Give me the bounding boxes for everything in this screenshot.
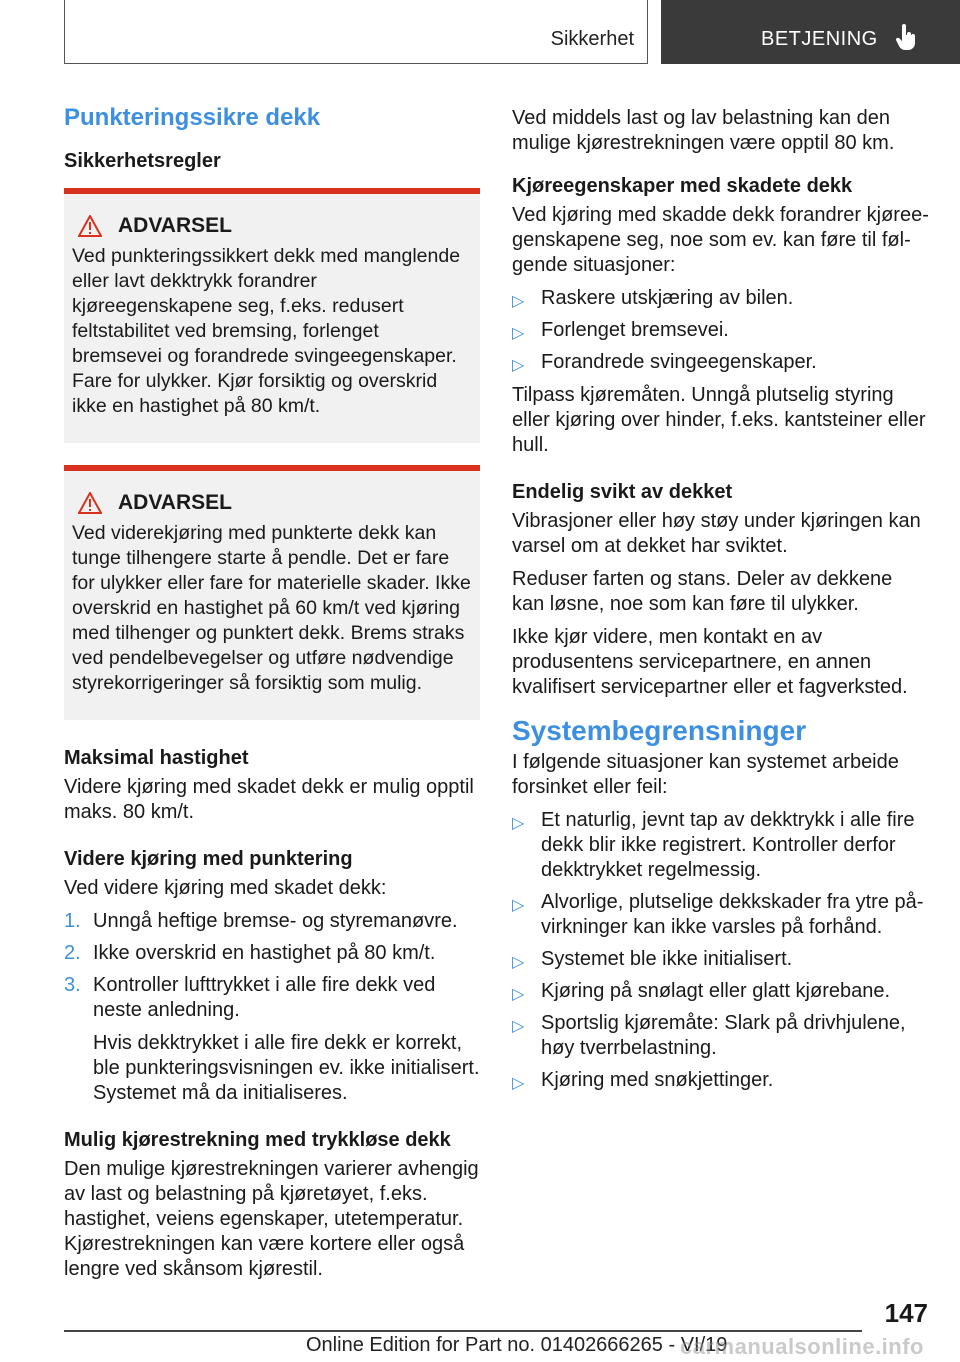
damaged-tyre-list	[512, 286, 930, 375]
tyre-failure-text: Reduser farten og stans. Deler av dekkene kan løsne, noe som kan føre til ulykker.	[512, 568, 893, 615]
damaged-tyre-heading: Kjøreegenskaper med skadete dekk	[512, 175, 853, 197]
triangle-bullet-icon: ▷	[512, 293, 525, 310]
list-item: ▷ Systemet ble ikke initialisert.	[512, 947, 930, 972]
max-speed-text: Videre kjøring med skadet dekk er mulig opptil maks. 80 km/t.	[64, 775, 474, 823]
system-limits-intro: I følgende situasjoner kan systemet arbeide forsinket eller feil:	[512, 750, 899, 798]
continue-driving-heading: Videre kjøring med punktering	[64, 847, 353, 870]
warning-title	[72, 214, 472, 238]
triangle-bullet-icon: ▷	[512, 357, 525, 374]
tyre-failure-text: Vibrasjoner eller høy støy under kjøringen kan varsel om at dekket har sviktet.	[512, 510, 921, 557]
warning-text: Ved punkteringssikkert dekk med manglende eller lavt dekktrykk forandrer kjøreegenskapene seg, f.eks. redusert feltstabilitet ved bremsing, forlenget bremsevei og forandrede svingeegenskaper. Fare for ulykker. Kjør forsiktig og overskrid ikke en hastighet på 80 km/t.	[72, 244, 461, 417]
warning-box-2	[64, 465, 480, 720]
list-item: ▷ Forlenget bremsevei.	[512, 318, 930, 343]
warning-box-1	[64, 188, 480, 443]
list-item: ▷ Forandrede svingeegenskaper.	[512, 350, 930, 375]
header-section-label: Sikkerhet	[550, 28, 634, 50]
warning-title	[72, 491, 472, 515]
page-number: 147	[884, 1298, 928, 1328]
step3-note: Hvis dekktrykket i alle fire dekk er korrekt, ble punkteringsvisningen ev. ikke initialisert. Systemet må da initialiseres.	[93, 1031, 480, 1104]
footer-edition: Online Edition for Part no. 01402666265 - VI/19	[306, 1334, 728, 1356]
list-item: ▷ Alvorlige, plutselige dekkskader fra ytre påvirkninger kan ikke varsles på forhånd.	[512, 890, 924, 938]
damaged-tyre-advice: Tilpass kjøremåten. Unngå plutselig styring eller kjøring over hinder, f.eks. kantsteiner eller hull.	[512, 384, 926, 456]
tyre-failure-heading: Endelig svikt av dekket	[512, 481, 733, 503]
header-chapter-tab	[661, 0, 960, 64]
pointing-hand-icon	[895, 24, 917, 57]
max-speed-heading: Maksimal hastighet	[64, 746, 249, 769]
triangle-bullet-icon: ▷	[512, 1074, 525, 1092]
list-item: ▷ Kjøring på snølagt eller glatt kjørebane.	[512, 979, 930, 1004]
system-limits-list	[512, 808, 930, 1093]
list-item: ▷ Et naturlig, jevnt tap av dekktrykk i alle fire dekk blir ikke registrert. Kontroller derfor dekktrykket regelmessig.	[512, 808, 915, 881]
triangle-bullet-icon: ▷	[512, 1017, 525, 1035]
warning-triangle-icon	[78, 492, 102, 514]
tyre-failure-text: Ikke kjør videre, men kontakt en av produsentens servicepartnere, en annen kvalifisert servicepartner eller et fagverksted.	[512, 626, 908, 698]
triangle-bullet-icon: ▷	[512, 325, 525, 342]
triangle-bullet-icon: ▷	[512, 953, 525, 971]
list-item: 1. Unngå heftige bremse- og styremanøvre.	[64, 909, 458, 932]
list-item: ▷ Kjøring med snøkjettinger.	[512, 1068, 930, 1093]
continue-driving-steps	[64, 909, 480, 1023]
left-column	[64, 100, 480, 1290]
right-column	[512, 100, 930, 1101]
warning-triangle-icon	[78, 215, 102, 237]
watermark: carmanualsonline.info	[680, 1334, 924, 1359]
distance-text: Den mulige kjørestrekningen varierer avhengig av last og belastning på kjøretøyet, f.eks. hastighet, veiens egenskaper, utetemperatur. Kjørestrekningen kan være kortere eller også lengre ved skånsom kjørestil.	[64, 1157, 479, 1280]
warning-title-text: ADVARSEL	[118, 213, 232, 237]
footer-divider	[64, 1330, 862, 1332]
list-item: 2. Ikke overskrid en hastighet på 80 km/t.	[64, 941, 436, 964]
damaged-tyre-text: Ved kjøring med skadde dekk forandrer kjøreegenskapene seg, noe som ev. kan føre til følgende situasjoner:	[512, 204, 929, 276]
list-item: ▷ Raskere utskjæring av bilen.	[512, 286, 930, 311]
safety-heading: Sikkerhetsregler	[64, 149, 221, 172]
list-item: 3. Kontroller lufttrykket i alle fire dekk ved neste anledning.	[64, 973, 436, 1021]
section-title-system-limits: Systembegrensninger	[512, 715, 807, 746]
warning-title-text: ADVARSEL	[118, 490, 232, 514]
distance-heading: Mulig kjørestrekning med trykkløse dekk	[64, 1128, 451, 1151]
header-chapter-label: BETJENING	[761, 28, 878, 50]
continue-driving-intro: Ved videre kjøring med skadet dekk:	[64, 876, 387, 899]
list-item: ▷ Sportslig kjøremåte: Slark på drivhjulene, høy tverrbelastning.	[512, 1011, 906, 1059]
distance-continued-text: Ved middels last og lav belastning kan den mulige kjørestrekningen være opptil 80 km.	[512, 107, 895, 154]
triangle-bullet-icon: ▷	[512, 985, 525, 1003]
section-title-run-flat: Punkteringssikre dekk	[64, 104, 321, 131]
triangle-bullet-icon: ▷	[512, 896, 525, 914]
triangle-bullet-icon: ▷	[512, 814, 525, 832]
warning-text: Ved viderekjøring med punkterte dekk kan tunge tilhengere starte å pendle. Det er fare for ulykker eller fare for materielle skader. Ikke overskrid en hastighet på 60 km/t ved kjøring med tilhenger og punktert dekk. Brems straks ved pendelbevegelser og utføre nødvendige styrekorrigeringer så forsiktig som mulig.	[72, 521, 471, 694]
